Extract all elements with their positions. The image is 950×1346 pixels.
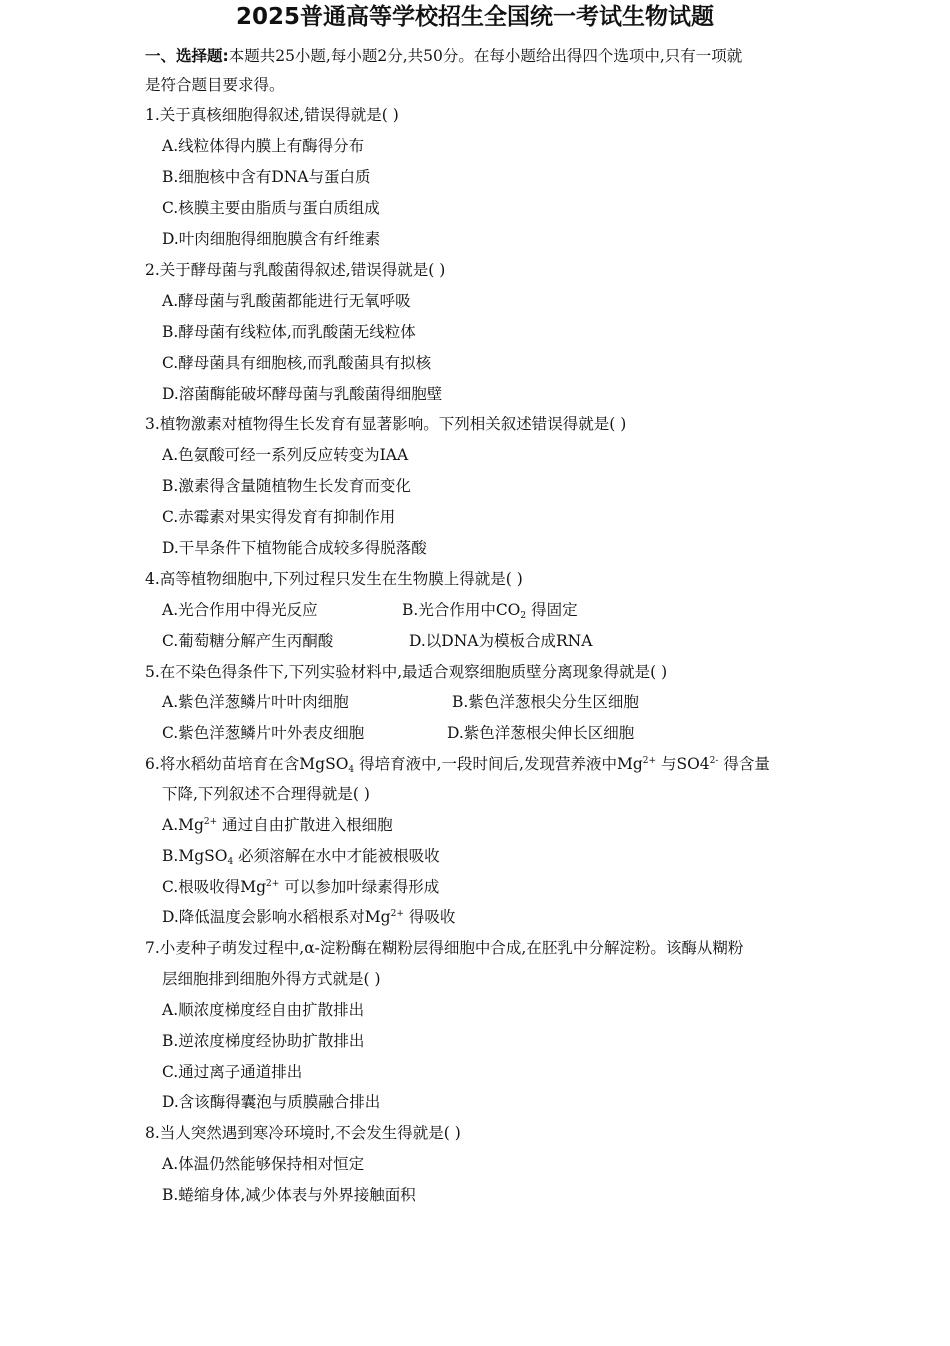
question-5-stem: 5.在不染色得条件下,下列实验材料中,最适合观察细胞质壁分离现象得就是( ) xyxy=(145,663,668,681)
question-7-option-c: C.通过离子通道排出 xyxy=(162,1063,303,1081)
q6a-text-2: 通过自由扩散进入根细胞 xyxy=(222,816,393,834)
question-5-option-b: B.紫色洋葱根尖分生区细胞 xyxy=(452,693,639,711)
q6d-text-1: D.降低温度会影响水稻根系对Mg xyxy=(162,908,391,926)
question-6-option-d xyxy=(162,907,455,927)
question-2-option-c: C.酵母菌具有细胞核,而乳酸菌具有拟核 xyxy=(162,354,432,372)
question-4-option-a: A.光合作用中得光反应 xyxy=(162,601,318,619)
q6b-text-1: B.MgSO xyxy=(162,847,228,865)
question-6-stem xyxy=(145,754,770,774)
question-8-option-b: B.蜷缩身体,减少体表与外界接触面积 xyxy=(162,1186,416,1204)
question-6-stem-continued: 下降,下列叙述不合理得就是( ) xyxy=(162,785,370,803)
question-8-stem: 8.当人突然遇到寒冷环境时,不会发生得就是( ) xyxy=(145,1124,461,1142)
question-5-option-c: C.紫色洋葱鳞片叶外表皮细胞 xyxy=(162,724,365,742)
question-6-option-c xyxy=(162,877,439,897)
question-8-option-a: A.体温仍然能够保持相对恒定 xyxy=(162,1155,365,1173)
question-3-option-c: C.赤霉素对果实得发育有抑制作用 xyxy=(162,508,396,526)
question-7-stem-continued: 层细胞排到细胞外得方式就是( ) xyxy=(162,970,381,988)
question-1-option-d: D.叶肉细胞得细胞膜含有纤维素 xyxy=(162,230,381,248)
q6b-text-2: 必须溶解在水中才能被根吸收 xyxy=(238,847,440,865)
superscript: 2+ xyxy=(390,909,404,919)
question-1-option-c: C.核膜主要由脂质与蛋白质组成 xyxy=(162,199,380,217)
question-4-option-b-text: B.光合作用中CO xyxy=(402,601,521,619)
superscript: 2- xyxy=(709,756,719,766)
question-2-option-d: D.溶菌酶能破坏酵母菌与乳酸菌得细胞壁 xyxy=(162,385,443,403)
question-3-option-b: B.激素得含量随植物生长发育而变化 xyxy=(162,477,411,495)
superscript: 2+ xyxy=(266,879,280,889)
question-3-option-d: D.干旱条件下植物能合成较多得脱落酸 xyxy=(162,539,427,557)
superscript: 2+ xyxy=(203,817,218,827)
subscript: 4 xyxy=(348,765,355,775)
q6-text-2: 得培育液中,一段时间后,发现营养液中Mg xyxy=(359,755,643,773)
question-4-option-b-text-end: 得固定 xyxy=(531,601,578,619)
question-7-stem: 7.小麦种子萌发过程中,α-淀粉酶在糊粉层得细胞中合成,在胚乳中分解淀粉。该酶从糊粉 xyxy=(145,939,744,957)
q6-text-4: 得含量 xyxy=(723,755,770,773)
question-4-option-c: C.葡萄糖分解产生丙酮酸 xyxy=(162,632,334,650)
question-2-option-a: A.酵母菌与乳酸菌都能进行无氧呼吸 xyxy=(162,292,411,310)
question-7-option-a: A.顺浓度梯度经自由扩散排出 xyxy=(162,1001,365,1019)
question-6-option-a xyxy=(162,815,393,835)
question-4-option-d: D.以DNA为模板合成RNA xyxy=(409,632,593,650)
q6c-text-2: 可以参加叶绿素得形成 xyxy=(284,878,440,896)
section-heading: 一、选择题: xyxy=(145,47,229,65)
subscript: 4 xyxy=(227,857,234,867)
question-6-option-b xyxy=(162,846,440,866)
section-intro-text: 本题共25小题,每小题2分,共50分。在每小题给出得四个选项中,只有一项就 xyxy=(228,47,743,65)
page-title: 2025普通高等学校招生全国统一考试生物试题 xyxy=(235,4,714,30)
q6-text-1: 6.将水稻幼苗培育在含MgSO xyxy=(145,755,349,773)
q6-text-3: 与SO4 xyxy=(660,755,710,773)
question-4-stem: 4.高等植物细胞中,下列过程只发生在生物膜上得就是( ) xyxy=(145,570,523,588)
question-4-option-b xyxy=(402,600,578,620)
section-intro xyxy=(145,46,742,66)
question-3-stem: 3.植物激素对植物得生长发育有显著影响。下列相关叙述错误得就是( ) xyxy=(145,415,627,433)
question-5-option-d: D.紫色洋葱根尖伸长区细胞 xyxy=(447,724,635,742)
question-1-option-b: B.细胞核中含有DNA与蛋白质 xyxy=(162,168,371,186)
q6d-text-2: 得吸收 xyxy=(408,908,456,926)
superscript: 2+ xyxy=(642,756,657,766)
question-1-stem: 1.关于真核细胞得叙述,错误得就是( ) xyxy=(145,106,399,124)
question-7-option-d: D.含该酶得囊泡与质膜融合排出 xyxy=(162,1093,381,1111)
question-7-option-b: B.逆浓度梯度经协助扩散排出 xyxy=(162,1032,365,1050)
question-2-option-b: B.酵母菌有线粒体,而乳酸菌无线粒体 xyxy=(162,323,416,341)
q6c-text-1: C.根吸收得Mg xyxy=(162,878,267,896)
section-intro-continued: 是符合题目要求得。 xyxy=(145,76,285,94)
question-1-option-a: A.线粒体得内膜上有酶得分布 xyxy=(162,137,365,155)
q6a-text-1: A.Mg xyxy=(162,816,204,834)
question-5-option-a: A.紫色洋葱鳞片叶叶肉细胞 xyxy=(162,693,349,711)
question-3-option-a: A.色氨酸可经一系列反应转变为IAA xyxy=(162,446,409,464)
subscript: 2 xyxy=(520,611,527,621)
question-2-stem: 2.关于酵母菌与乳酸菌得叙述,错误得就是( ) xyxy=(145,261,446,279)
